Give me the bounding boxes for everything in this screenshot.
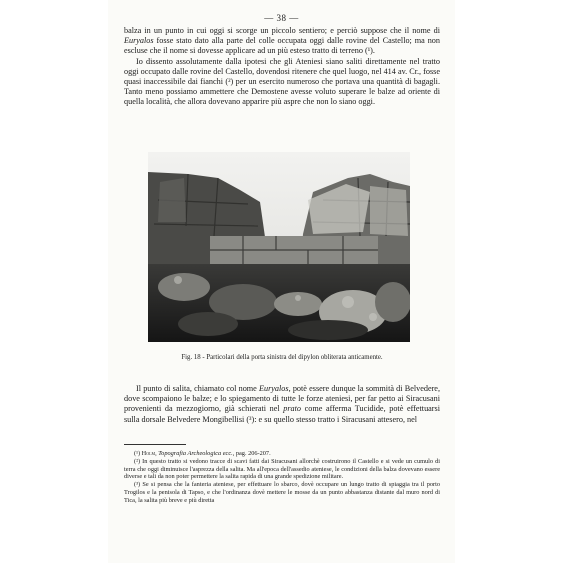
page-number: — 38 — (264, 13, 299, 23)
footnote-divider (124, 444, 186, 445)
footnote-segment: , pag. 206-207. (232, 450, 271, 457)
footnotes (124, 450, 440, 505)
paragraph-segment: Il punto di salita, chiamato col nome (136, 384, 259, 393)
paragraph-segment: balza in un punto in cui oggi si scorge un piccolo sentiero; e perciò suppose che il nome di (124, 26, 440, 35)
paragraph (124, 384, 440, 425)
paragraph-segment: Io dissento assolutamente dalla ipotesi che gli Ateniesi siano saliti direttamente nel tratto oggi occupato dalle rovine del Castello, dovendosi ritenere che quel luogo, nel 414 av. Cr., fosse quasi inaccessibile dai fianchi (²) per un esercito numeroso che portava una quantità di bagagli. Tanto meno possiamo ammettere che Demostene avesse voluto superare le balze ad oriente di quella località, che allora dovevano apparire più aspre che non lo siano oggi. (124, 56, 440, 107)
footnote (124, 481, 440, 504)
paragraph-segment: Euryalos (259, 384, 289, 393)
footnote-segment: (²) In questo tratto si vedono tracce di scavi fatti dai Siracusani allorchè costruirono il Castello e si vede un cumulo di terra che oggi diminuisce l'asprezza della salita. Ma all'epoca dell'assedio ateniese, le condizioni della balza dovevano essere diverse e tali da non poter permettere la salita rapida di una grande spedizione militare. (124, 458, 440, 481)
body-text-top (124, 26, 440, 108)
paragraph-segment: come afferma Tucidide, potè effettuarsi sulla dorsale Belvedere Mongibellisi (³): e su quello stesso tratto i Siracusani attesero, nel (124, 404, 440, 424)
paragraph-segment: Euryalos (124, 36, 154, 46)
footnote-segment: (¹) (134, 450, 142, 457)
footnote-segment: Topografia Archeologica ecc. (158, 450, 233, 457)
paragraph-segment: prato (283, 404, 302, 414)
paragraph (124, 57, 440, 108)
body-text-middle (124, 384, 440, 425)
figure-caption: Fig. 18 - Particolari della porta sinistra del dipylon obliterata anticamente. (181, 354, 383, 361)
footnote (124, 458, 440, 481)
paragraph-segment: , potè essere dunque la sommità di Belvedere, dove scompaiono le balze; e lo spiegamento di tutte le forze ateniesi, per far petto ai Siracusani provenienti da mezzogiorno, già schierati nel (124, 384, 440, 414)
footnote-segment: (³) Se si pensa che la fanteria ateniese, per effettuare lo sbarco, dovè occupare un lungo tratto di spiaggia tra il porto Trogilos e la penisola di Tapso, e che l'ordinanza dovè mettere le mosse da un punto abbastanza distante dal muro nord di Tica, la salita più breve e più diretta (124, 481, 440, 504)
figure-photo (148, 152, 410, 342)
footnote-segment: Holm (141, 450, 156, 457)
footnote-segment: , (155, 450, 159, 457)
paragraph (124, 26, 440, 57)
footnote (124, 450, 440, 458)
paragraph-segment: fosse stato dato alla parte del colle occupata oggi dalle rovine del Castello; ma non escluse che il nome si dovesse applicare ad un più esteso tratto di terreno (¹). (124, 36, 440, 56)
